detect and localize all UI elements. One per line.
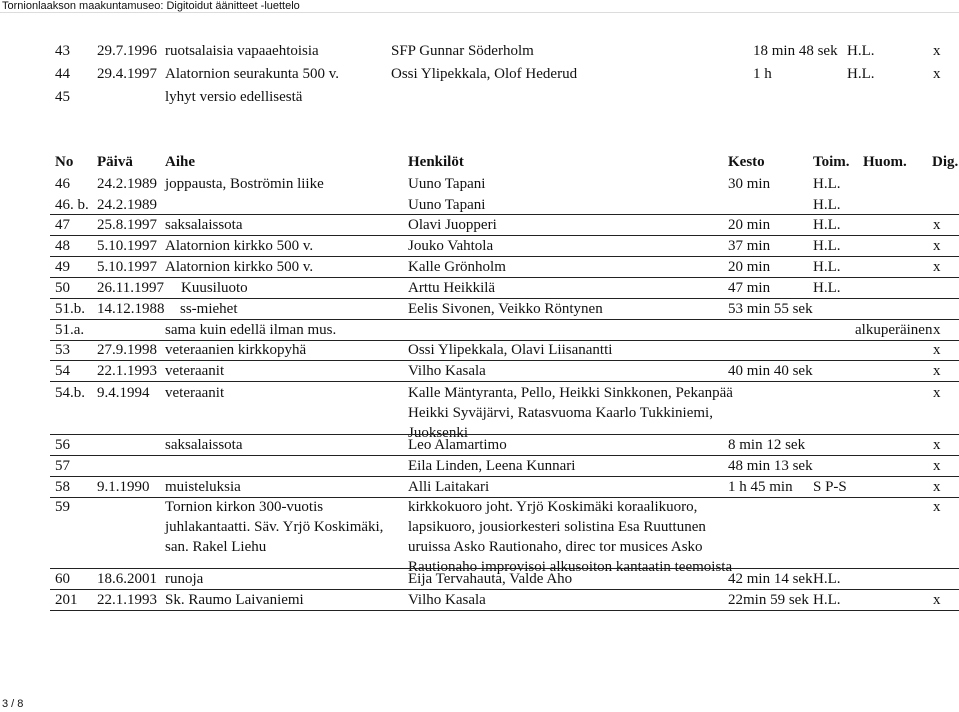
row-date: 5.10.1997	[97, 259, 157, 275]
row-duration: 42 min 14 sek	[728, 571, 813, 587]
row-duration: 8 min 12 sek	[728, 437, 806, 453]
row-topic: Alatornion kirkko 500 v.	[165, 238, 314, 254]
column-header-duration: Kesto	[728, 154, 765, 170]
row-date: 24.2.1989	[97, 197, 157, 213]
row-digitized-mark: x	[933, 322, 941, 338]
row-date: 24.2.1989	[97, 176, 157, 192]
row-topic: veteraanit	[165, 385, 225, 401]
row-number: 57	[55, 458, 70, 474]
row-digitized-mark: x	[933, 458, 941, 474]
row-topic-line: Tornion kirkon 300-vuotis	[165, 499, 324, 515]
row-persons-line: Heikki Syväjärvi, Ratasvuoma Kaarlo Tukkiniemi,	[408, 405, 713, 421]
row-topic: Alatornion kirkko 500 v.	[165, 259, 314, 275]
row-topic-line: san. Rakel Liehu	[165, 539, 267, 555]
row-duration: 22min 59 sek	[728, 592, 809, 608]
row-topic: ss-miehet	[180, 301, 238, 317]
row-persons: Vilho Kasala	[408, 363, 486, 379]
row-digitized-mark: x	[933, 479, 941, 495]
row-persons-line: Juoksenki	[408, 425, 468, 441]
row-date: 14.12.1988	[97, 301, 165, 317]
row-topic: saksalaissota	[165, 217, 243, 233]
row-persons-line: kirkkokuoro joht. Yrjö Koskimäki koraalikuoro,	[408, 499, 698, 515]
row-number: 46	[55, 176, 70, 192]
row-editor: H.L.	[813, 197, 841, 213]
row-divider	[50, 381, 959, 382]
row-digitized-mark: x	[933, 66, 941, 82]
row-duration: 48 min 13 sek	[728, 458, 813, 474]
row-topic-line: juhlakantaatti. Säv. Yrjö Koskimäki,	[165, 519, 384, 535]
row-date: 26.11.1997	[97, 280, 164, 296]
row-number: 51.b.	[55, 301, 85, 317]
row-persons: SFP Gunnar Söderholm	[391, 43, 534, 59]
row-persons-line: Rautionaho improvisoi alkusoiton kantaatin teemoista	[408, 559, 733, 575]
row-persons: Leo Alamartimo	[408, 437, 507, 453]
row-number: 49	[55, 259, 70, 275]
row-topic: saksalaissota	[165, 437, 243, 453]
row-date: 25.8.1997	[97, 217, 157, 233]
row-digitized-mark: x	[933, 385, 941, 401]
row-digitized-mark: x	[933, 342, 941, 358]
row-number: 58	[55, 479, 70, 495]
row-number: 56	[55, 437, 70, 453]
row-topic: lyhyt versio edellisestä	[165, 89, 303, 105]
row-date: 5.10.1997	[97, 238, 157, 254]
row-divider	[50, 610, 959, 611]
row-topic: ruotsalaisia vapaaehtoisia	[165, 43, 319, 59]
row-date: 18.6.2001	[97, 571, 157, 587]
row-digitized-mark: x	[933, 592, 941, 608]
row-date: 22.1.1993	[97, 592, 157, 608]
row-duration: 20 min	[728, 259, 771, 275]
row-note: alkuperäinen	[855, 322, 933, 338]
row-persons: Alli Laitakari	[408, 479, 490, 495]
row-date: 29.7.1996	[97, 43, 157, 59]
row-topic: veteraanien kirkkopyhä	[165, 342, 307, 358]
row-digitized-mark: x	[933, 259, 941, 275]
row-persons: Ossi Ylipekkala, Olavi Liisanantti	[408, 342, 613, 358]
column-header-topic: Aihe	[165, 154, 195, 170]
row-editor: H.L.	[847, 43, 875, 59]
row-topic: runoja	[165, 571, 204, 587]
row-number: 43	[55, 43, 70, 59]
document-title: Tornionlaakson maakuntamuseo: Digitoidut äänitteet -luettelo	[2, 0, 300, 12]
row-number: 45	[55, 89, 70, 105]
row-date: 27.9.1998	[97, 342, 157, 358]
row-topic: Kuusiluoto	[181, 280, 248, 296]
row-digitized-mark: x	[933, 437, 941, 453]
row-persons: Jouko Vahtola	[408, 238, 494, 254]
row-editor: S P-S	[813, 479, 847, 495]
page-indicator: 3 / 8	[2, 698, 24, 710]
row-topic: muisteluksia	[165, 479, 241, 495]
row-persons: Eelis Sivonen, Veikko Röntynen	[408, 301, 603, 317]
row-editor: H.L.	[813, 571, 841, 587]
column-header-date: Päivä	[97, 154, 133, 170]
row-topic: veteraanit	[165, 363, 225, 379]
row-duration: 30 min	[728, 176, 771, 192]
row-editor: H.L.	[813, 238, 841, 254]
row-topic: joppausta, Boströmin liike	[165, 176, 324, 192]
row-topic: Sk. Raumo Laivaniemi	[165, 592, 304, 608]
row-persons: Uuno Tapani	[408, 176, 486, 192]
document-header	[0, 0, 959, 13]
row-editor: H.L.	[813, 259, 841, 275]
row-number: 48	[55, 238, 70, 254]
row-editor: H.L.	[813, 217, 841, 233]
row-topic: Alatornion seurakunta 500 v.	[165, 66, 339, 82]
row-duration: 47 min	[728, 280, 771, 296]
row-persons-line: Kalle Mäntyranta, Pello, Heikki Sinkkonen, Pekanpää	[408, 385, 733, 401]
row-editor: H.L.	[813, 280, 841, 296]
row-digitized-mark: x	[933, 499, 941, 515]
row-persons: Olavi Juopperi	[408, 217, 497, 233]
row-persons-line: lapsikuoro, jousiorkesteri solistina Esa Ruuttunen	[408, 519, 706, 535]
row-digitized-mark: x	[933, 363, 941, 379]
row-digitized-mark: x	[933, 238, 941, 254]
row-duration: 18 min 48 sek	[753, 43, 838, 59]
row-persons: Ossi Ylipekkala, Olof Hederud	[391, 66, 578, 82]
row-number: 50	[55, 280, 70, 296]
row-duration: 1 h	[753, 66, 772, 82]
row-persons: Kalle Grönholm	[408, 259, 506, 275]
row-persons: Uuno Tapani	[408, 197, 486, 213]
row-digitized-mark: x	[933, 217, 941, 233]
column-header-note: Huom.	[863, 154, 907, 170]
column-header-number: No	[55, 154, 74, 170]
row-persons: Arttu Heikkilä	[408, 280, 496, 296]
column-header-editor: Toim.	[813, 154, 850, 170]
row-duration: 53 min 55 sek	[728, 301, 813, 317]
row-number: 47	[55, 217, 70, 233]
row-persons: Eija Tervahauta, Valde Aho	[408, 571, 573, 587]
row-number: 53	[55, 342, 70, 358]
column-header-digitized: Dig.	[932, 154, 959, 170]
row-date: 9.4.1994	[97, 385, 150, 401]
row-number: 201	[55, 592, 78, 608]
row-duration: 1 h 45 min	[728, 479, 793, 495]
row-duration: 40 min 40 sek	[728, 363, 813, 379]
row-number: 44	[55, 66, 70, 82]
row-duration: 20 min	[728, 217, 771, 233]
row-number: 59	[55, 499, 70, 515]
row-topic: sama kuin edellä ilman mus.	[165, 322, 337, 338]
row-number: 54	[55, 363, 70, 379]
row-number: 60	[55, 571, 70, 587]
row-date: 29.4.1997	[97, 66, 157, 82]
column-header-persons: Henkilöt	[408, 154, 464, 170]
row-persons-line: uruissa Asko Rautionaho, direc tor musices Asko	[408, 539, 703, 555]
row-editor: H.L.	[813, 592, 841, 608]
row-number: 51.a.	[55, 322, 85, 338]
row-date: 22.1.1993	[97, 363, 157, 379]
row-number: 46. b.	[55, 197, 89, 213]
row-persons: Vilho Kasala	[408, 592, 486, 608]
row-persons: Eila Linden, Leena Kunnari	[408, 458, 576, 474]
row-duration: 37 min	[728, 238, 771, 254]
row-number: 54.b.	[55, 385, 85, 401]
row-date: 9.1.1990	[97, 479, 150, 495]
row-editor: H.L.	[847, 66, 875, 82]
row-digitized-mark: x	[933, 43, 941, 59]
row-editor: H.L.	[813, 176, 841, 192]
